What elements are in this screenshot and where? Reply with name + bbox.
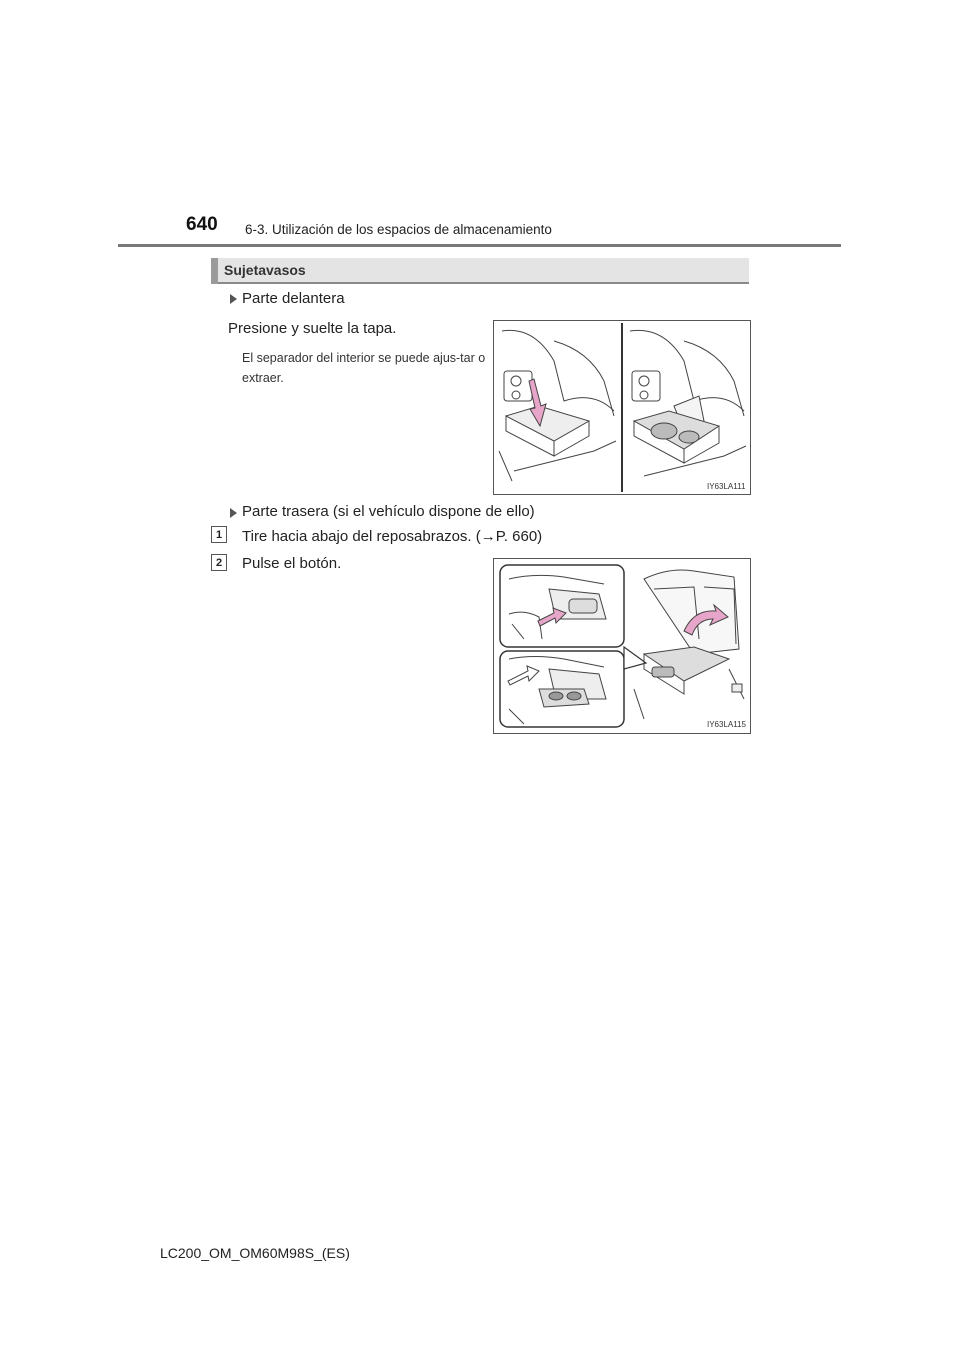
rear-title: Parte trasera (si el vehículo dispone de ello) (242, 503, 535, 520)
heading-bar (211, 258, 749, 284)
rear-figure-code: IY63LA115 (707, 720, 746, 729)
front-instruction: Presione y suelte la tapa. (228, 320, 397, 337)
front-title: Parte delantera (242, 290, 345, 307)
bullet-arrow-icon (230, 294, 237, 304)
front-note: El separador del interior se puede ajus-tar o extraer. (242, 351, 486, 385)
step-number-1: 1 (211, 526, 227, 543)
footer-doc-id: LC200_OM_OM60M98S_(ES) (160, 1245, 350, 1261)
front-figure-code: IY63LA111 (707, 482, 746, 491)
rear-cupholder-figure (493, 558, 751, 734)
front-cupholder-figure (493, 320, 751, 495)
bullet-arrow-icon (230, 508, 237, 518)
page-number: 640 (186, 214, 218, 235)
heading-tab (211, 258, 218, 284)
heading-label: Sujetavasos (224, 262, 306, 278)
step-number-2: 2 (211, 554, 227, 571)
section-title: 6-3. Utilización de los espacios de almacenamiento (245, 222, 552, 237)
header-rule (118, 244, 841, 247)
step-text-2: Pulse el botón. (242, 555, 342, 572)
step-text-1: Tire hacia abajo del reposabrazos. (→P. 660) (242, 528, 543, 545)
